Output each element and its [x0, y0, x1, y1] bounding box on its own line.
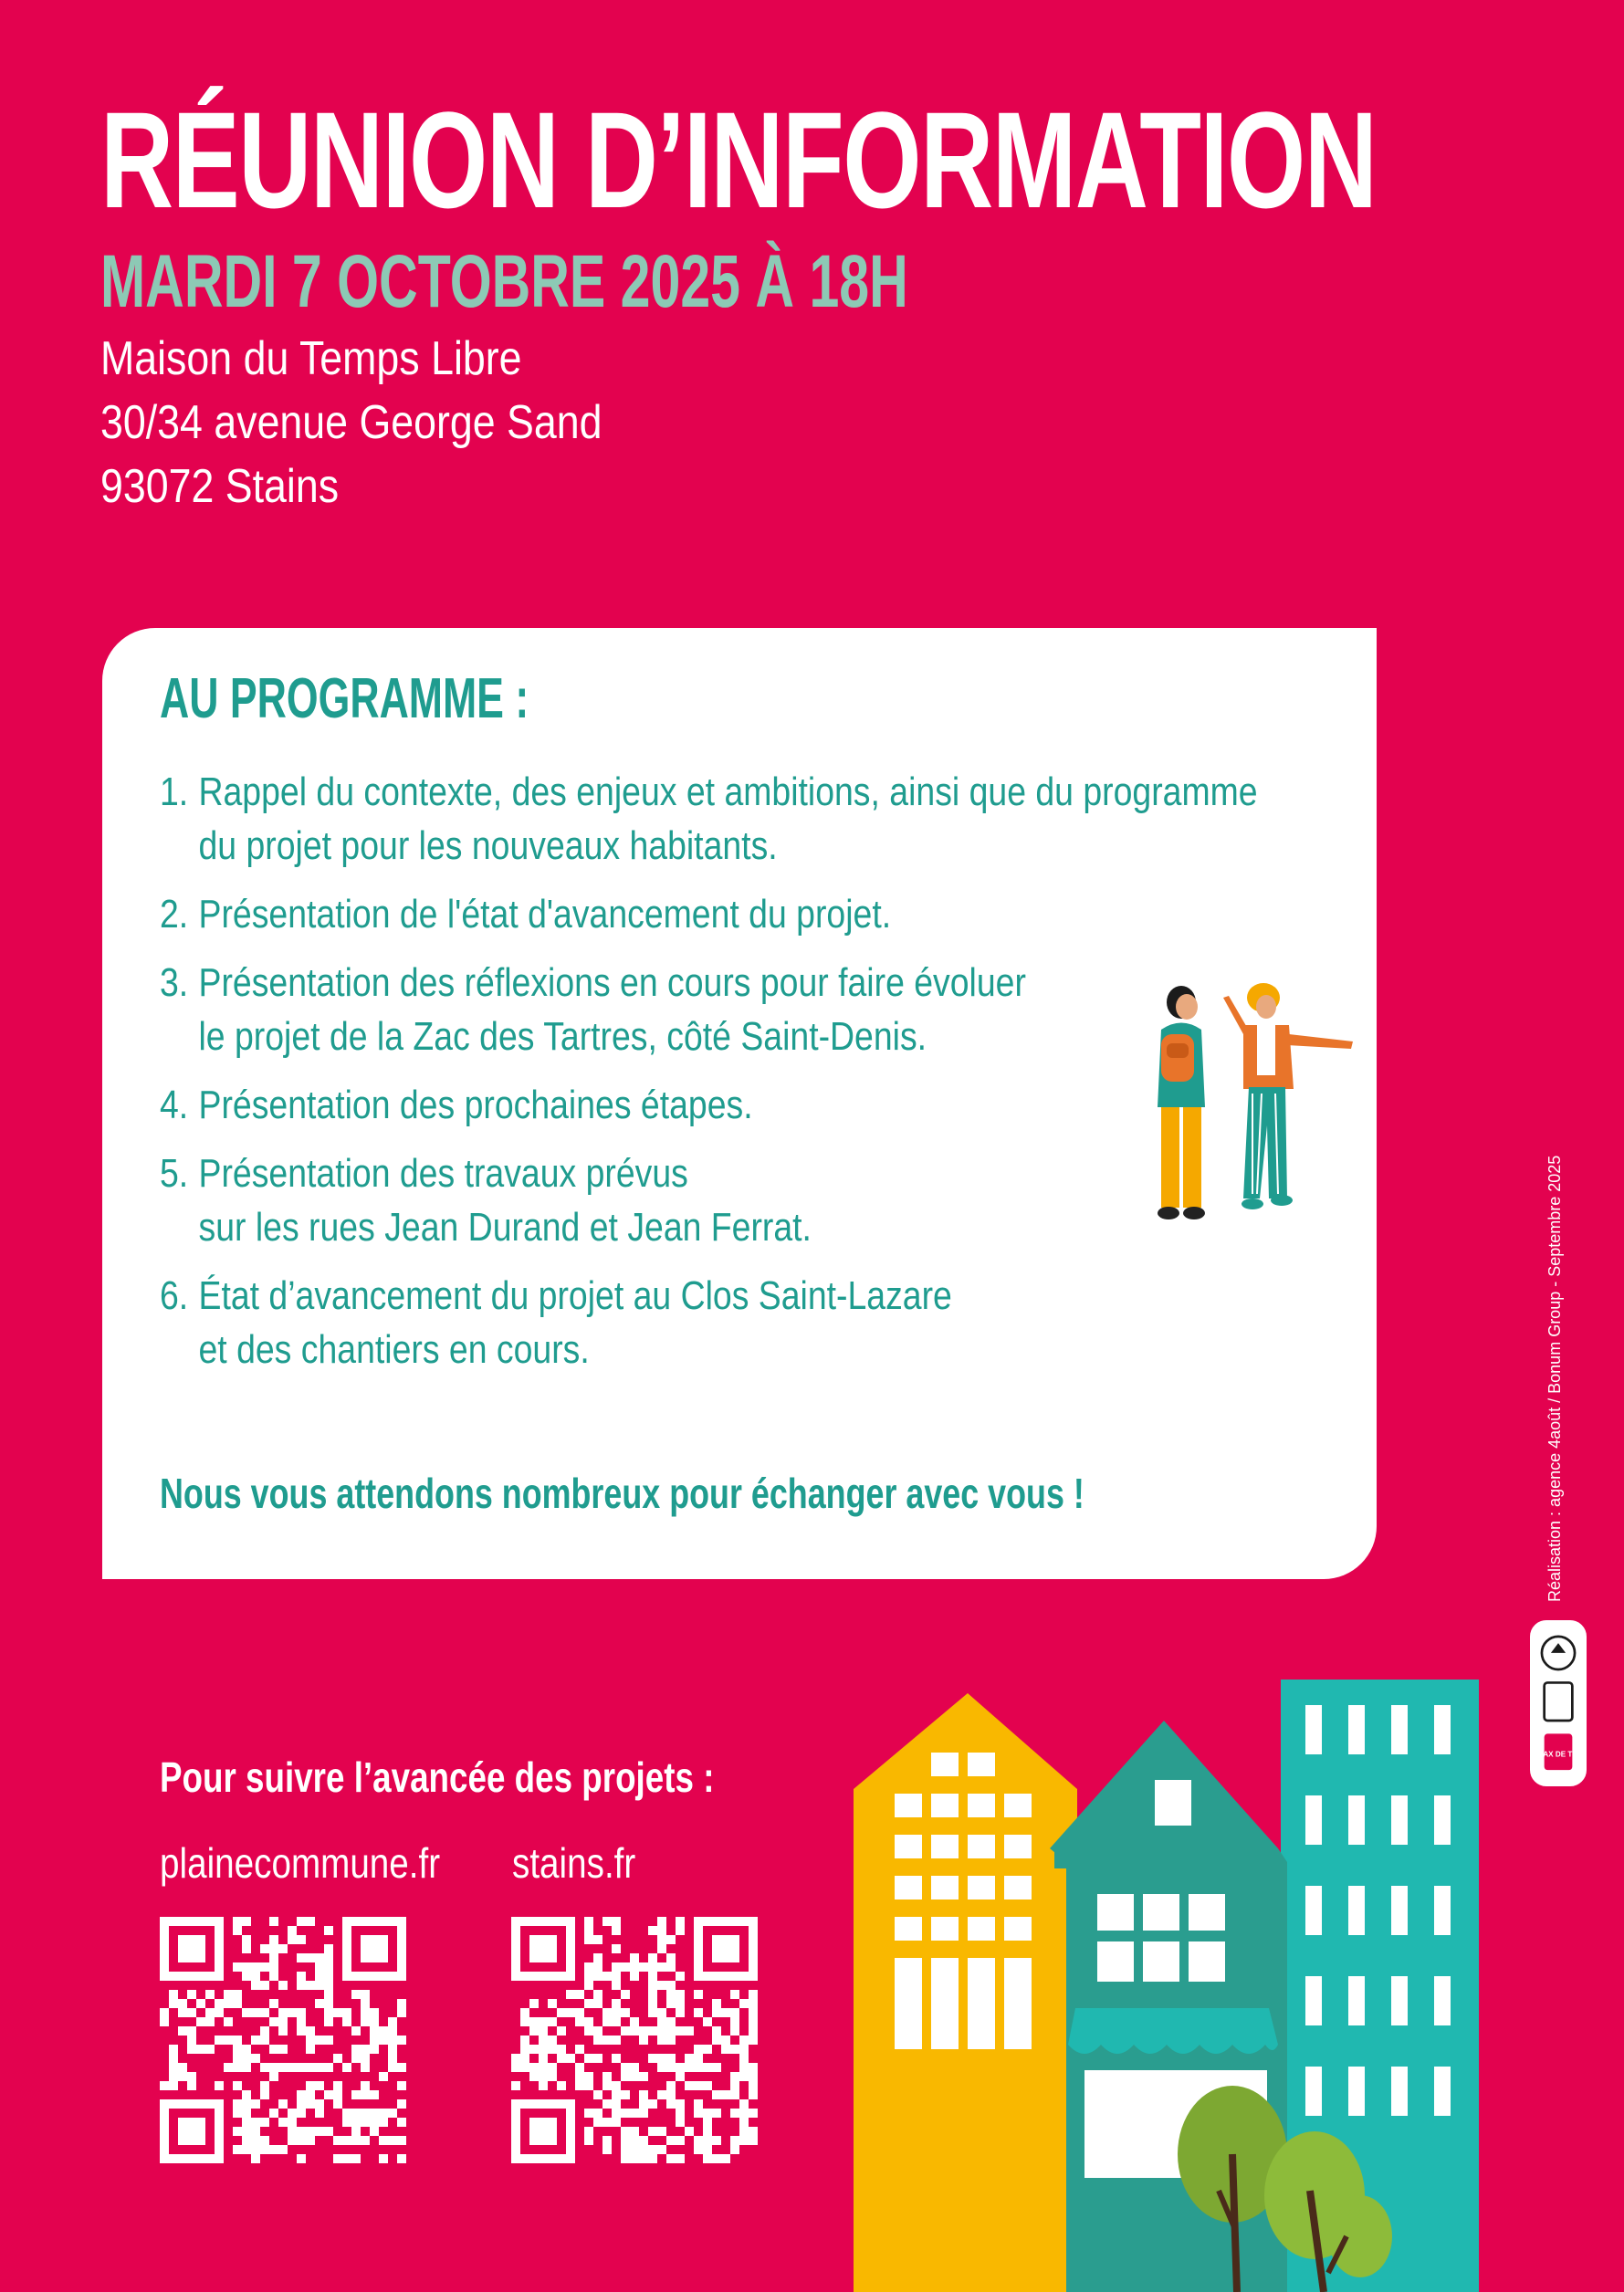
address-line-venue: Maison du Temps Libre [100, 332, 522, 385]
event-date: MARDI 7 OCTOBRE 2025 À 18H [100, 240, 908, 323]
qr-code-plainecommune[interactable] [160, 1917, 406, 2163]
item-text: Présentation des prochaines étapes. [198, 1083, 753, 1127]
programme-title: AU PROGRAMME : [160, 667, 529, 730]
person-with-backpack [1158, 986, 1205, 1219]
item-number: 1. [160, 769, 189, 814]
badge-label: MAX DE TRI [1536, 1750, 1580, 1759]
item-number: 5. [160, 1151, 189, 1196]
closing-message: Nous vous attendons nombreux pour échanger avec vous ! [160, 1470, 1084, 1517]
programme-item [160, 765, 1346, 873]
item-text-continued: sur les rues Jean Durand et Jean Ferrat. [198, 1205, 812, 1250]
buildings-illustration [849, 1680, 1488, 2292]
address-line-city: 93072 Stains [100, 460, 340, 513]
credit-text: Réalisation : agence 4août / Bonum Group - Septembre 2025 [1545, 1155, 1564, 1602]
item-text: Présentation des réflexions en cours pour faire évoluer [198, 960, 1026, 1005]
item-text-continued: le projet de la Zac des Tartres, côté Saint-Denis. [198, 1014, 927, 1059]
qr-code-stains[interactable] [511, 1917, 758, 2163]
item-text: État d’avancement du projet au Clos Saint-Lazare [198, 1273, 952, 1318]
recycling-badge [1530, 1620, 1587, 1786]
follow-heading: Pour suivre l’avancée des projets : [160, 1753, 715, 1801]
address-line-street: 30/34 avenue George Sand [100, 396, 602, 449]
item-text: Présentation de l'état d'avancement du projet. [198, 892, 892, 937]
item-number: 2. [160, 892, 189, 937]
item-text-continued: et des chantiers en cours. [198, 1327, 590, 1372]
item-text: Rappel du contexte, des enjeux et ambitions, ainsi que du programme [198, 769, 1258, 814]
building-yellow [854, 1693, 1077, 2292]
programme-item [160, 887, 1346, 941]
link-stains[interactable]: stains.fr [512, 1839, 636, 1887]
link-plainecommune[interactable]: plainecommune.fr [160, 1839, 441, 1887]
page-title: RÉUNION D’INFORMATION [100, 83, 1377, 236]
item-text: Présentation des travaux prévus [198, 1151, 688, 1196]
item-text-continued: du projet pour les nouveaux habitants. [198, 823, 778, 868]
item-number: 4. [160, 1083, 189, 1127]
item-number: 6. [160, 1273, 189, 1318]
programme-item [160, 1269, 1346, 1376]
people-illustration [1106, 979, 1380, 1253]
item-number: 3. [160, 960, 189, 1005]
event-address [100, 327, 602, 518]
person-pointing [1223, 983, 1353, 1209]
programme-card [102, 628, 1377, 1579]
